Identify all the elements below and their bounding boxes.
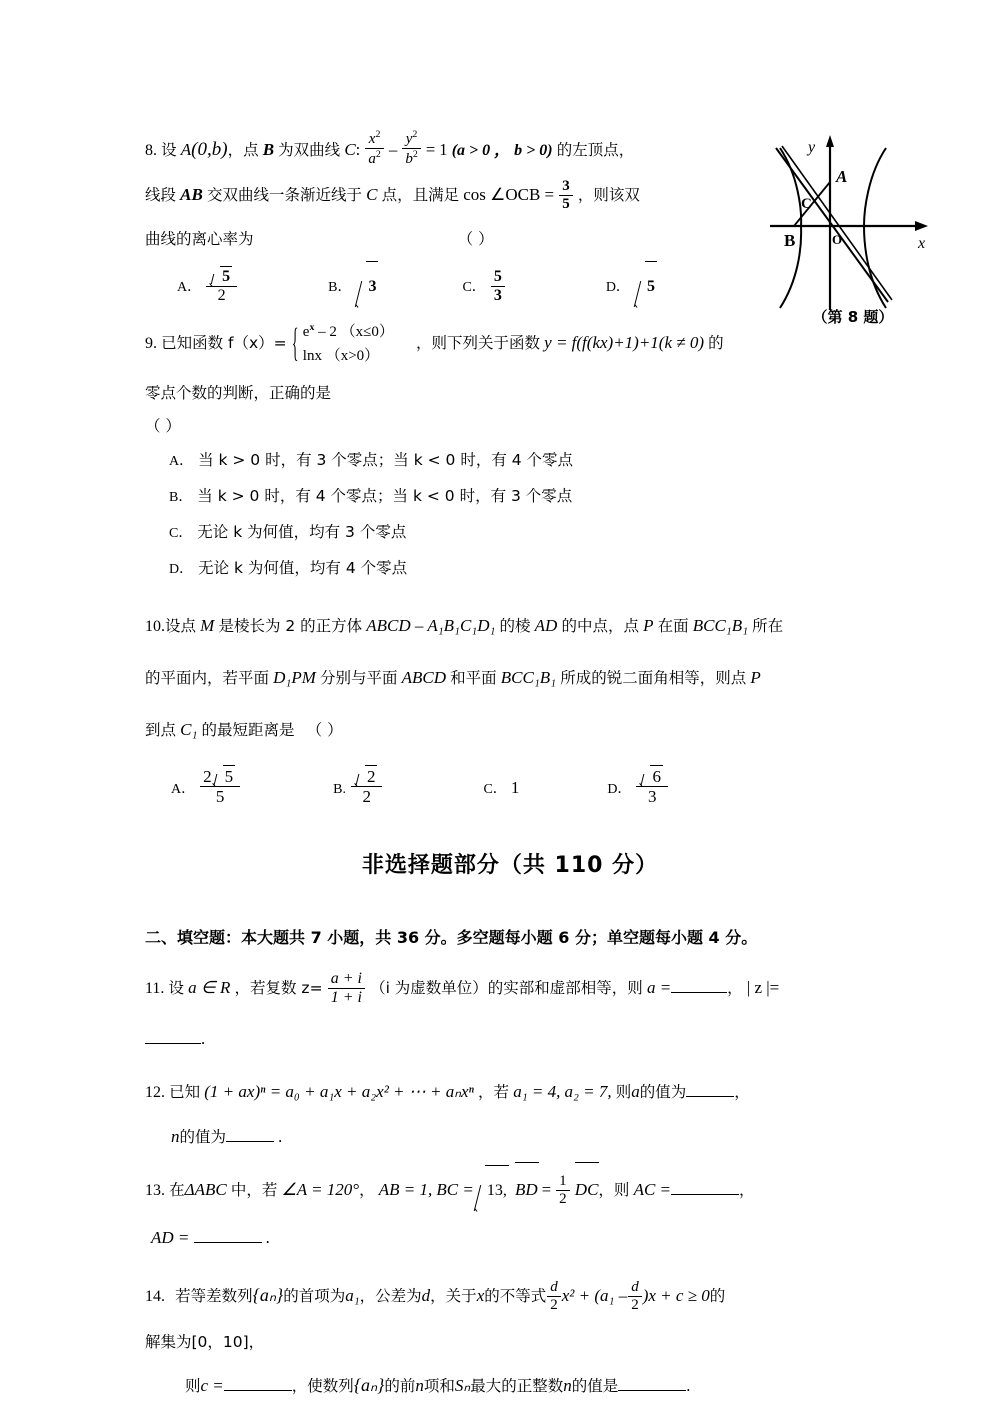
q8-frac2-den: b <box>405 151 413 168</box>
q13-frac-den: 2 <box>559 1191 567 1208</box>
q11-a-in-R: a ∈ R <box>188 978 231 997</box>
question-14-line-1 <box>145 1271 875 1321</box>
q11-l1-c: （i 为虚数单位）的实部和虚部相等，则 <box>370 979 643 997</box>
q11-complex-fraction <box>328 970 365 1007</box>
question-14-line-3 <box>185 1363 875 1408</box>
q8-l2-a: 线段 <box>145 186 177 204</box>
question-12-line-1 <box>145 1069 875 1116</box>
exam-content <box>145 128 875 1408</box>
question-9-answer-paren-row <box>145 413 875 439</box>
q9-option-D-text: 无论 k 为何值，均有 4 个零点 <box>198 559 408 577</box>
q14-a1-minus: a₁ – <box>600 1286 628 1305</box>
q12-l1-c: 则 <box>615 1083 632 1101</box>
q8-frac1-den: a <box>368 151 376 168</box>
svg-text:A: A <box>836 167 848 186</box>
q14-first-term: a₁ <box>345 1286 360 1305</box>
question-11-line-2 <box>145 1015 875 1063</box>
q14-l1-f: 的不等式 <box>484 1287 547 1305</box>
q8-option-C[interactable] <box>462 267 509 304</box>
q10-optD-num: 6 <box>652 767 661 787</box>
q12-blank-1[interactable] <box>686 1096 734 1097</box>
q8-option-C-label: C． <box>462 280 486 295</box>
question-11-number: 11. <box>145 980 165 997</box>
q12-l1-d: 的值为 <box>639 1083 687 1101</box>
q12-l1-b: ，若 <box>478 1083 510 1101</box>
q14-blank-1[interactable] <box>224 1390 292 1391</box>
q10-l3-b: 的最短距离是 <box>201 721 295 739</box>
q14-l3-a: 则 <box>185 1377 201 1395</box>
q14-ineq-rest: )x + c ≥ 0 <box>642 1286 710 1305</box>
q11-frac-num: a + i <box>328 970 365 989</box>
q8-option-A-value <box>206 266 237 305</box>
q14-sum-Sn: Sₙ <box>454 1376 471 1395</box>
q13-l1-e: ， <box>739 1181 755 1199</box>
q9-option-A[interactable] <box>169 443 875 479</box>
question-14 <box>145 1271 875 1408</box>
q14-sequence-2: {aₙ} <box>353 1375 385 1395</box>
q10-cube-label: ABCD – A₁B₁C₁D₁ <box>366 616 496 635</box>
q9-option-C-label: C． <box>169 526 193 541</box>
q14-c-equals: c = <box>200 1376 224 1395</box>
q13-DC-text: DC <box>574 1180 599 1199</box>
q10-l2-b: 分别与平面 <box>320 669 398 687</box>
q8-colon: : <box>355 140 361 159</box>
q13-l1-d: ，则 <box>598 1181 630 1199</box>
q14-var-n-2: n <box>563 1376 572 1395</box>
q13-period: . <box>265 1228 270 1247</box>
q14-solution-set: 解集为[0，10]， <box>145 1333 265 1351</box>
q10-option-B[interactable] <box>333 767 387 807</box>
q10-optD-den: 3 <box>647 787 657 807</box>
q8-frac2-num: y <box>405 131 413 148</box>
q8-optC-num: 5 <box>491 268 505 287</box>
q13-angle-A: ∠A = 120° <box>281 1180 360 1199</box>
q8-l2-C: C <box>366 185 378 204</box>
q9-option-B[interactable] <box>169 479 875 515</box>
question-11-line-1 <box>145 962 875 1015</box>
q11-l1-b: ，若复数 z= <box>234 979 323 997</box>
q9-option-A-label: A． <box>169 454 194 469</box>
q10-option-B-label: B. <box>333 782 346 797</box>
q13-AB-value: AB = 1, <box>378 1180 433 1199</box>
q8-optD-value: 5 <box>645 261 657 311</box>
question-8-line-2 <box>145 173 875 217</box>
q8-cos-fraction <box>559 178 573 213</box>
q14-common-diff: d <box>421 1286 431 1305</box>
q12-a2-value: a₂ = 7, <box>564 1082 612 1101</box>
question-9-options <box>169 443 875 587</box>
q8-l2-b: 交双曲线一条渐近线于 <box>206 186 362 204</box>
q10-l2-d: 所成的锐二面角相等，则点 <box>560 669 747 687</box>
q13-l1-a: 在 <box>169 1181 185 1199</box>
q9-option-A-text: 当 k > 0 时，有 3 个零点；当 k < 0 时，有 4 个零点 <box>198 451 574 469</box>
q13-l1-c: ， <box>359 1181 375 1199</box>
q10-edge-AD: AD <box>534 616 558 635</box>
question-8-line-1 <box>145 128 875 173</box>
q8-optC-den: 3 <box>493 286 502 304</box>
question-10-options <box>171 756 875 822</box>
q8-optA-den: 2 <box>217 286 226 304</box>
question-14-line-2 <box>145 1321 875 1363</box>
q10-l1-c: 的棱 <box>499 617 531 635</box>
q10-l1-b: 是棱长为 2 的正方体 <box>218 617 363 635</box>
q13-BC-label: BC = <box>436 1180 474 1199</box>
q12-l2-a: 的值为 <box>179 1128 227 1146</box>
q9-piece-row-2: lnx （x>0） <box>302 347 380 364</box>
q14-period: . <box>686 1376 691 1395</box>
q8-option-D-label: D． <box>605 280 630 295</box>
q10-option-B-value <box>351 765 383 806</box>
q10-optA-den: 5 <box>215 787 225 807</box>
question-8-options <box>145 261 875 312</box>
question-10 <box>145 601 875 822</box>
q10-option-D-label: D． <box>607 782 632 797</box>
q11-l1-a: 设 <box>168 979 185 997</box>
q8-answer-paren[interactable]: （ ） <box>457 230 494 248</box>
q14-l3-e: 项和 <box>423 1377 455 1395</box>
q8-optB-value: 3 <box>366 261 378 311</box>
svg-text:C: C <box>801 196 812 212</box>
question-13-number: 13. <box>145 1182 165 1199</box>
q14-l1-e: ，关于 <box>430 1287 477 1305</box>
q8-point-B: B <box>262 140 275 159</box>
q9-piece-row-1 <box>303 320 394 344</box>
q11-blank-1[interactable] <box>671 992 727 993</box>
q8-cos-expr: cos ∠OCB = <box>463 185 555 204</box>
q8-l2-c: 点，且满足 <box>381 186 460 204</box>
q10-l2-c: 和平面 <box>450 669 497 687</box>
q8-l2-d: ，则该双 <box>577 186 640 204</box>
question-13-line-1 <box>145 1164 875 1215</box>
q10-face-2: BCC₁B₁ <box>500 668 557 687</box>
q12-l1-a: 已知 <box>169 1083 201 1101</box>
q8-text-a: 设 <box>161 141 177 159</box>
q14-l1-c: ，公差为 <box>359 1287 422 1305</box>
q11-a-equals: a = <box>646 978 672 997</box>
q10-option-D-value <box>636 765 668 806</box>
q13-eq: = <box>541 1180 552 1199</box>
q13-AC-equals: AC = <box>633 1180 672 1199</box>
q8-option-B-label: B． <box>328 280 352 295</box>
q8-l3: 曲线的离心率为 <box>145 230 254 248</box>
q14-var-n-1: n <box>415 1376 424 1395</box>
q8-option-D[interactable] <box>606 278 659 295</box>
q12-blank-2[interactable] <box>226 1141 274 1142</box>
question-14-number: 14. <box>145 1288 165 1305</box>
q9-l1-c: 的 <box>708 334 724 352</box>
q10-l3-a: 到点 <box>145 721 177 739</box>
question-10-line-3 <box>145 704 875 756</box>
q8-text-c: 为双曲线 <box>278 141 341 159</box>
q14-frac-d2-b <box>628 1279 642 1314</box>
q14-l1-b: 的首项为 <box>283 1287 346 1305</box>
q8-text-d: 的左顶点， <box>556 141 635 159</box>
question-12-line-2 <box>171 1116 875 1158</box>
question-10-number: 10. <box>145 618 165 635</box>
q13-half-fraction <box>556 1173 570 1208</box>
question-9-line-2 <box>145 373 875 413</box>
q9-answer-paren[interactable]: （ ） <box>145 417 181 435</box>
question-10-line-1 <box>145 601 875 652</box>
q14-l3-d: 的前 <box>384 1377 416 1395</box>
q14-frac1-den: 2 <box>550 1297 558 1314</box>
q8-cos-den: 5 <box>562 196 570 213</box>
q9-option-C[interactable] <box>169 515 875 551</box>
q12-binomial-expr: (1 + ax)ⁿ = a₀ + a₁x + a₂x² + ⋯ + aₙxⁿ <box>204 1082 474 1101</box>
q9-l1-b: ，则下列关于函数 <box>416 334 541 352</box>
q10-option-C-label: C． <box>483 782 507 797</box>
q14-l1-g: 的 <box>709 1287 726 1305</box>
q13-BD-text: BD <box>514 1180 538 1199</box>
question-9 <box>145 314 875 587</box>
question-12-number: 12. <box>145 1084 165 1101</box>
question-8 <box>145 128 875 312</box>
q10-option-A-label: A． <box>171 782 196 797</box>
q14-l1-a: 若等差数列 <box>175 1287 253 1305</box>
q10-face-1: BCC₁B₁ <box>692 616 749 635</box>
q8-coord: (0,b) <box>191 139 228 160</box>
question-13 <box>145 1164 875 1261</box>
q13-blank-2[interactable] <box>194 1242 262 1243</box>
q10-plane-D1PM: D₁PM <box>273 668 316 687</box>
svg-text:B: B <box>784 231 796 250</box>
q12-var-n: n <box>171 1127 180 1146</box>
q14-frac-d2-a <box>547 1279 561 1314</box>
q10-option-C-value: 1 <box>510 778 520 797</box>
q14-l3-b: ，使数列 <box>291 1377 354 1395</box>
q12-l1-e: ， <box>734 1083 750 1101</box>
q9-piecewise <box>291 320 394 368</box>
q12-a1-value: a₁ = 4, <box>513 1082 561 1101</box>
q8-frac1-num: x <box>368 131 376 148</box>
q11-blank-2[interactable] <box>145 1043 201 1044</box>
q10-l1-a: 设点 <box>165 617 197 635</box>
svg-text:y: y <box>808 139 816 156</box>
q14-sequence-1: {aₙ} <box>252 1285 284 1305</box>
question-12 <box>145 1069 875 1158</box>
q8-optA-num: 5 <box>222 267 231 285</box>
q11-period: . <box>201 1029 206 1048</box>
q10-l2-a: 的平面内，若平面 <box>145 669 270 687</box>
q9-piece1-base: e <box>302 324 310 341</box>
q13-blank-1[interactable] <box>671 1194 739 1195</box>
q10-l1-f: 所在 <box>752 617 784 635</box>
q8-condition: (a > 0 ， b > 0) <box>451 142 553 159</box>
q10-option-A[interactable] <box>171 767 245 807</box>
q13-triangle-ABC: ΔABC <box>184 1180 227 1199</box>
q8-equals-one: = 1 <box>425 140 448 159</box>
q8-point-A: A <box>180 140 192 159</box>
q10-optA-num: 5 <box>224 767 234 787</box>
q8-minus: – <box>388 140 398 159</box>
q9-l2: 零点个数的判断，正确的是 <box>145 384 332 402</box>
question-9-number: 9. <box>145 335 157 352</box>
q9-option-C-text: 无论 k 为何值，均有 3 个零点 <box>197 523 407 541</box>
q11-l1-d: ， <box>727 979 743 997</box>
q11-frac-den: 1 + i <box>330 988 362 1006</box>
q13-frac-num: 1 <box>556 1173 570 1191</box>
q14-frac2-den: 2 <box>631 1297 639 1314</box>
q8-text-b: ，点 <box>227 141 259 159</box>
q10-answer-paren[interactable]: （ ） <box>306 721 343 739</box>
q9-fn-label: 已知函数 f（x）= <box>161 334 287 352</box>
q9-option-D-label: D． <box>169 562 194 577</box>
q8-curve-C: C <box>344 140 356 159</box>
q9-piece1-rest: – 2 （x≤0） <box>314 324 394 341</box>
question-9-line-1 <box>145 314 875 373</box>
q10-option-C[interactable] <box>483 780 523 797</box>
q8-option-B[interactable] <box>328 278 384 295</box>
q14-x-squared: x² + ( <box>561 1286 601 1305</box>
q8-fraction-x2a2: $\frac{x^2}{a^2}$ <box>365 129 383 168</box>
section-title: 非选择题部分（共 110 分） <box>361 853 659 878</box>
q10-option-D[interactable] <box>607 767 669 807</box>
q13-BC-sqrt: 13, <box>485 1165 509 1215</box>
q8-option-C-value <box>491 268 505 305</box>
q9-option-D[interactable] <box>169 551 875 587</box>
svg-text:O: O <box>832 232 843 247</box>
q10-optA-coef: 2 <box>203 767 212 787</box>
q14-l3-f: 最大的正整数 <box>470 1377 564 1395</box>
question-13-line-2 <box>151 1215 875 1261</box>
q12-period: . <box>278 1127 283 1146</box>
q8-segment-AB: AB <box>180 185 203 204</box>
q8-option-A-label: A． <box>177 280 202 295</box>
q14-blank-2[interactable] <box>618 1390 686 1391</box>
q8-option-A[interactable] <box>177 267 242 304</box>
question-8-number: 8. <box>145 142 157 159</box>
q8-fraction-y2b2: $\frac{y^2}{b^2}$ <box>402 129 420 168</box>
question-11 <box>145 962 875 1063</box>
q13-AD-equals: AD = <box>151 1228 190 1247</box>
q10-optB-den: 2 <box>362 787 371 807</box>
question-8-line-3 <box>145 217 875 261</box>
q10-point-P: P <box>643 616 654 635</box>
q9-function-expr: y = f(f(kx)+1)+1(k ≠ 0) <box>544 333 704 352</box>
q11-abs-z: | z |= <box>746 978 780 997</box>
q8-cos-num: 3 <box>559 178 573 196</box>
q9-piece1-exp: x <box>309 322 315 334</box>
q12-var-a: a <box>631 1082 640 1101</box>
question-10-line-2 <box>145 652 875 704</box>
q9-option-B-text: 当 k > 0 时，有 4 个零点；当 k < 0 时，有 3 个零点 <box>197 487 573 505</box>
figure-caption: （第 8 题） <box>812 308 894 326</box>
q13-vector-DC <box>575 1164 599 1214</box>
q10-optB-num: 2 <box>366 767 376 787</box>
q13-l1-b: 中，若 <box>230 1181 278 1199</box>
q14-frac1-num: d <box>547 1279 561 1297</box>
q10-point-C1: C₁ <box>180 720 198 739</box>
q10-l2-P: P <box>750 668 761 687</box>
svg-text:x: x <box>918 235 926 252</box>
q10-l1-e: 在面 <box>657 617 689 635</box>
q10-point-M: M <box>200 616 215 635</box>
q14-l3-g: 的值是 <box>571 1377 619 1395</box>
q10-l1-d: 的中点，点 <box>561 617 639 635</box>
q10-plane-ABCD: ABCD <box>401 668 447 687</box>
q10-option-A-value <box>200 765 240 806</box>
q13-vector-BD <box>515 1164 538 1214</box>
q14-var-x: x <box>476 1286 485 1305</box>
section-subtitle: 二、填空题：本大题共 7 小题，共 36 分。多空题每小题 6 分；单空题每小题 4 分。 <box>145 928 758 947</box>
q9-option-B-label: B． <box>169 490 193 505</box>
q14-frac2-num: d <box>628 1279 642 1297</box>
